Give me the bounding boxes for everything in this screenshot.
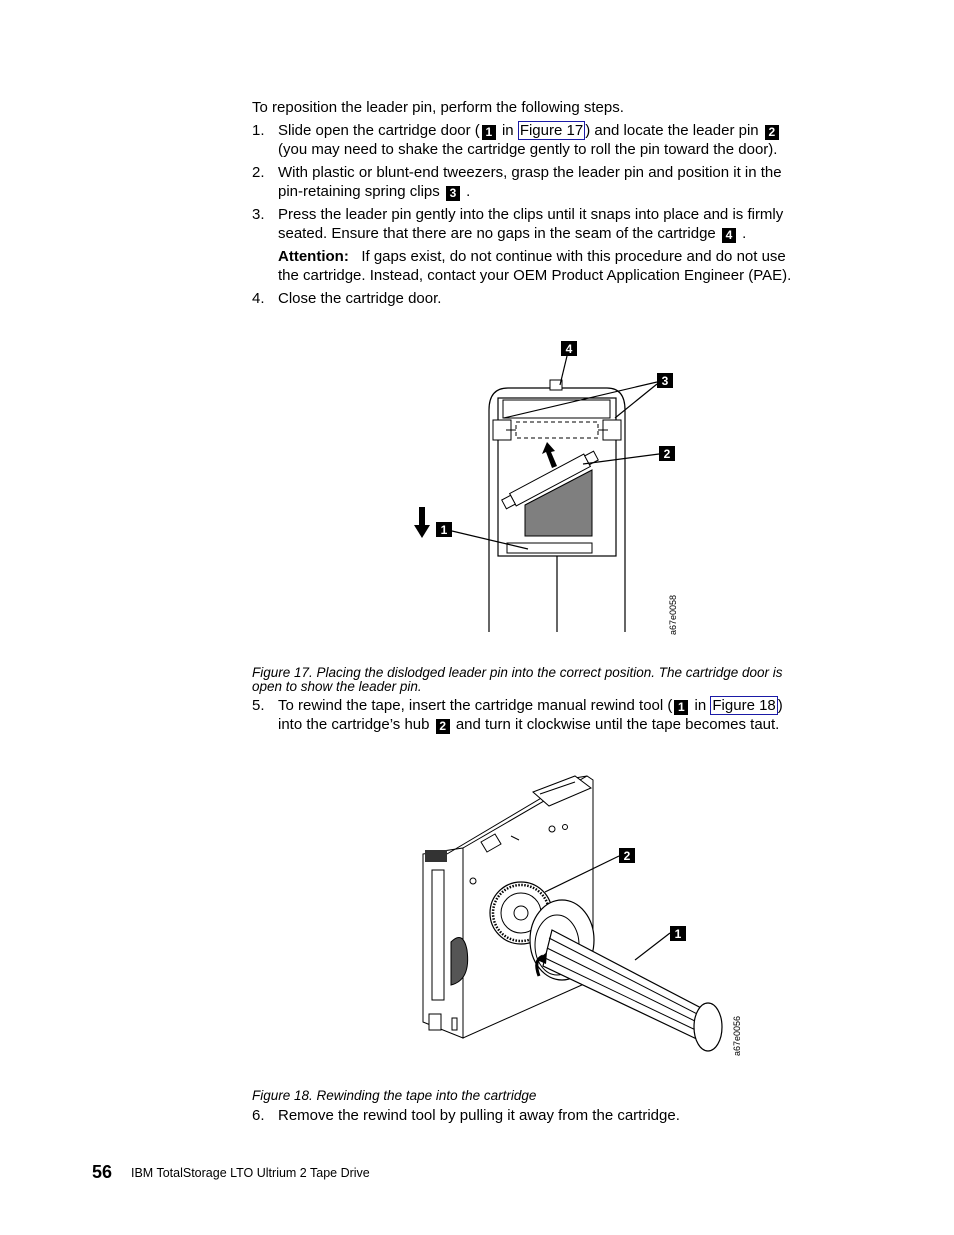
step-number: 1. xyxy=(252,122,265,139)
step-6-text: Remove the rewind tool by pulling it away from the cartridge. xyxy=(278,1107,680,1124)
callout-1-label: 1 xyxy=(674,927,682,941)
step-number: 3. xyxy=(252,206,265,223)
step-5-line-2: into the cartridge’s hub 2 and turn it clockwise until the tape becomes taut. xyxy=(278,716,780,733)
figure-17-link[interactable]: Figure 17 xyxy=(519,122,584,139)
callout-3-label: 3 xyxy=(661,374,669,388)
callout-badge: 1 xyxy=(674,700,688,715)
figure-18-illustration xyxy=(415,770,755,1070)
attention-label: Attention: xyxy=(278,248,349,265)
step-number: 6. xyxy=(252,1107,265,1124)
figure-17-illustration xyxy=(400,330,700,640)
step-number: 2. xyxy=(252,164,265,181)
figure-17-id-code: a67e0058 xyxy=(668,594,678,635)
callout-badge: 3 xyxy=(446,186,460,201)
step-3-line-1: Press the leader pin gently into the clips until it snaps into place and is firmly xyxy=(278,206,784,223)
figure-18-id-code: a67e0056 xyxy=(732,1015,742,1056)
step-number: 4. xyxy=(252,290,265,307)
callout-badge: 1 xyxy=(482,125,496,140)
figure-18-caption: Figure 18. Rewinding the tape into the cartridge xyxy=(252,1087,537,1103)
figure-17-caption-line-2: open to show the leader pin. xyxy=(252,678,422,694)
callout-badge: 2 xyxy=(765,125,779,140)
attention-line-2: the cartridge. Instead, contact your OEM Product Application Engineer (PAE). xyxy=(278,267,792,284)
figure-18-link[interactable]: Figure 18 xyxy=(712,697,776,714)
step-2-line-2: pin-retaining spring clips 3 . xyxy=(278,183,471,200)
step-2-line-1: With plastic or blunt-end tweezers, grasp the leader pin and position it in the xyxy=(278,164,782,181)
callout-badge: 4 xyxy=(722,228,736,243)
callout-2-label: 2 xyxy=(663,447,671,461)
attention-line-1: Attention: If gaps exist, do not continue with this procedure and do not use xyxy=(278,248,786,265)
page-number: 56 xyxy=(92,1162,113,1182)
callout-badge: 2 xyxy=(436,719,450,734)
step-1-line-1: Slide open the cartridge door ( 1 in Figure 17 ) and locate the leader pin 2 xyxy=(278,121,781,141)
callout-4-label: 4 xyxy=(565,342,573,356)
step-number: 5. xyxy=(252,697,265,714)
step-3-line-2: seated. Ensure that there are no gaps in the seam of the cartridge 4 . xyxy=(278,225,747,242)
intro-text: To reposition the leader pin, perform the following steps. xyxy=(252,99,624,116)
callout-1-label: 1 xyxy=(440,523,448,537)
step-1-line-2: (you may need to shake the cartridge gently to roll the pin toward the door). xyxy=(278,141,778,158)
step-4-text: Close the cartridge door. xyxy=(278,290,442,307)
footer-title: IBM TotalStorage LTO Ultrium 2 Tape Drive xyxy=(131,1166,370,1180)
figure-17-caption-line-1: Figure 17. Placing the dislodged leader pin into the correct position. The cartridge door is xyxy=(252,664,783,680)
step-5-line-1: To rewind the tape, insert the cartridge manual rewind tool ( 1 in Figure 18 ) xyxy=(278,697,783,714)
callout-2-label: 2 xyxy=(623,849,631,863)
